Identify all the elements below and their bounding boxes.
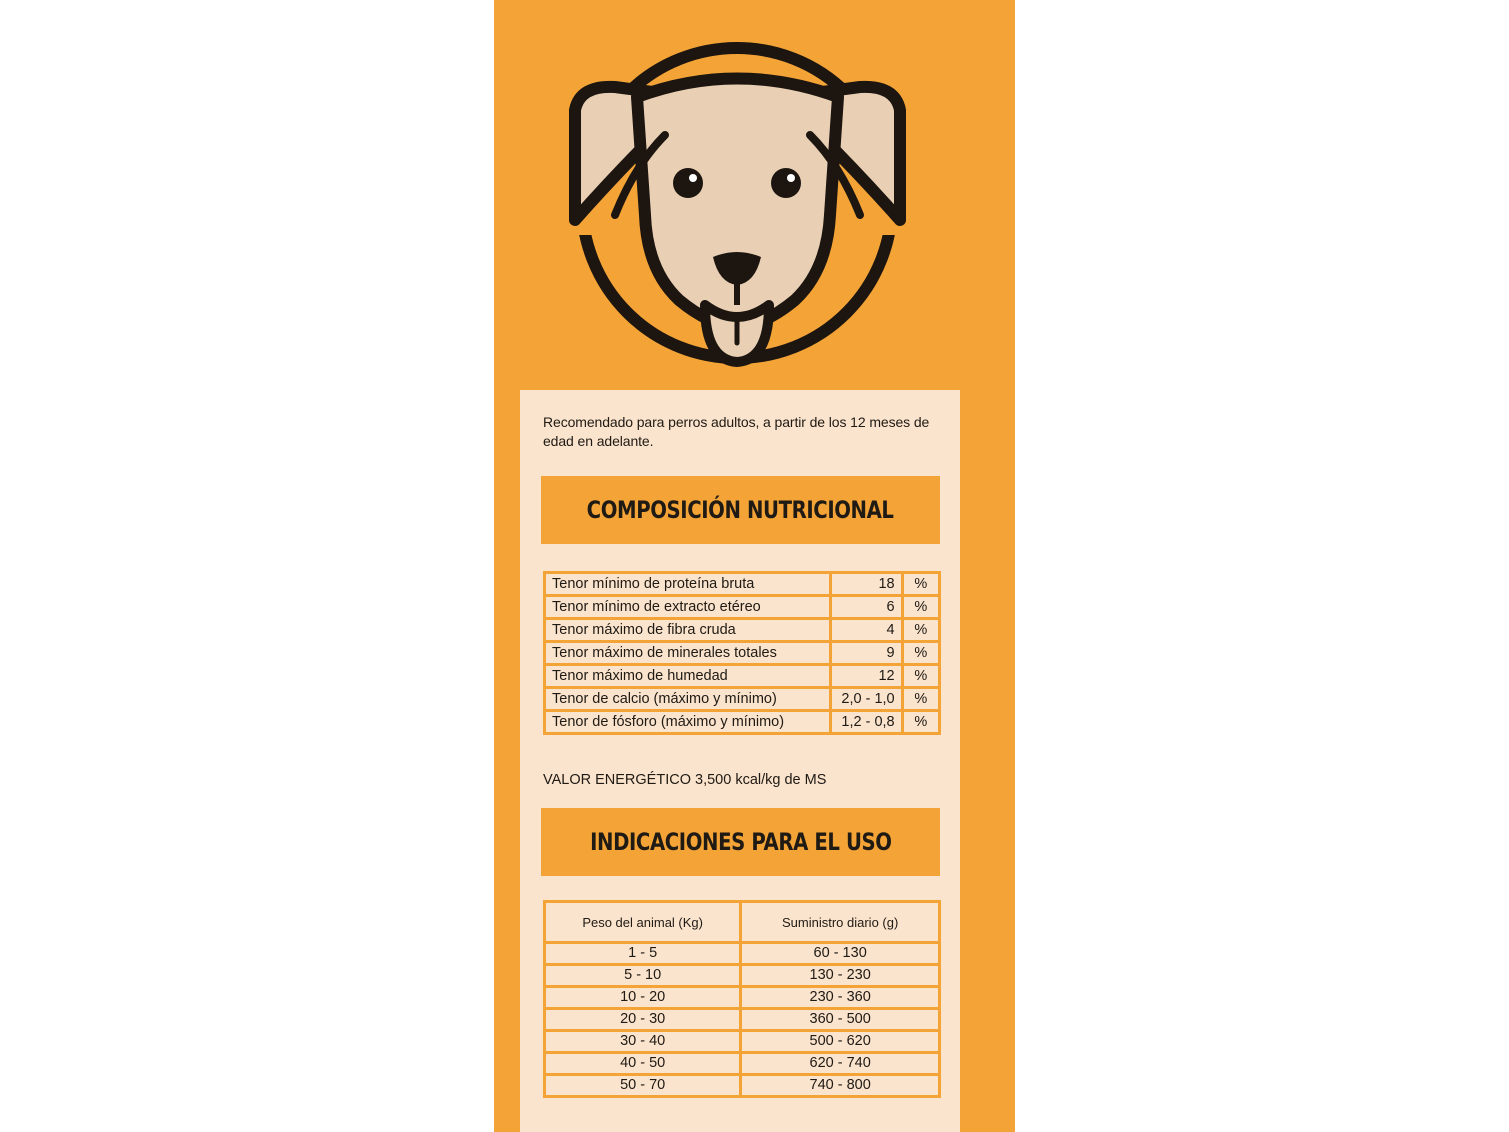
nutrient-unit: % (902, 688, 939, 711)
nutrition-title-banner (541, 476, 940, 544)
usage-header-weight: Peso del animal (Kg) (545, 902, 741, 943)
dog-head-icon (555, 25, 920, 380)
nutrient-unit: % (902, 665, 939, 688)
weight-range: 5 - 10 (545, 965, 741, 987)
weight-range: 10 - 20 (545, 987, 741, 1009)
nutrient-unit: % (902, 711, 939, 734)
table-row (545, 1009, 940, 1031)
table-row (545, 619, 940, 642)
weight-range: 20 - 30 (545, 1009, 741, 1031)
nutrient-value: 9 (830, 642, 902, 665)
daily-amount: 500 - 620 (741, 1031, 940, 1053)
table-row (545, 642, 940, 665)
table-row (545, 688, 940, 711)
table-row (545, 665, 940, 688)
nutrient-value: 12 (830, 665, 902, 688)
nutrition-title: COMPOSICIÓN NUTRICIONAL (587, 496, 894, 524)
daily-amount: 360 - 500 (741, 1009, 940, 1031)
nutrient-value: 18 (830, 573, 902, 596)
nutrient-unit: % (902, 573, 939, 596)
table-row (545, 573, 940, 596)
energy-value: VALOR ENERGÉTICO 3,500 kcal/kg de MS (543, 772, 827, 788)
nutrient-label: Tenor de fósforo (máximo y mínimo) (545, 711, 831, 734)
nutrient-value: 6 (830, 596, 902, 619)
nutrient-label: Tenor mínimo de extracto etéreo (545, 596, 831, 619)
usage-table (543, 900, 941, 1098)
nutrient-label: Tenor de calcio (máximo y mínimo) (545, 688, 831, 711)
usage-header-daily: Suministro diario (g) (741, 902, 940, 943)
weight-range: 1 - 5 (545, 943, 741, 965)
nutrient-label: Tenor máximo de humedad (545, 665, 831, 688)
table-row (545, 1053, 940, 1075)
nutrient-unit: % (902, 619, 939, 642)
table-row (545, 596, 940, 619)
table-row (545, 1075, 940, 1097)
nutrient-value: 4 (830, 619, 902, 642)
daily-amount: 620 - 740 (741, 1053, 940, 1075)
nutrient-label: Tenor mínimo de proteína bruta (545, 573, 831, 596)
usage-title-banner (541, 808, 940, 876)
nutrient-unit: % (902, 642, 939, 665)
nutrient-unit: % (902, 596, 939, 619)
nutrient-label: Tenor máximo de minerales totales (545, 642, 831, 665)
nutrition-table (543, 571, 941, 735)
nutrient-value: 2,0 - 1,0 (830, 688, 902, 711)
daily-amount: 60 - 130 (741, 943, 940, 965)
table-row (545, 987, 940, 1009)
nutrient-value: 1,2 - 0,8 (830, 711, 902, 734)
table-row (545, 1031, 940, 1053)
table-row (545, 965, 940, 987)
usage-title: INDICACIONES PARA EL USO (589, 828, 892, 856)
weight-range: 30 - 40 (545, 1031, 741, 1053)
nutrient-label: Tenor máximo de fibra cruda (545, 619, 831, 642)
daily-amount: 230 - 360 (741, 987, 940, 1009)
intro-text: Recomendado para perros adultos, a partir de los 12 meses de edad en adelante. (543, 414, 930, 449)
daily-amount: 130 - 230 (741, 965, 940, 987)
daily-amount: 740 - 800 (741, 1075, 940, 1097)
weight-range: 50 - 70 (545, 1075, 741, 1097)
weight-range: 40 - 50 (545, 1053, 741, 1075)
table-row (545, 711, 940, 734)
table-row (545, 943, 940, 965)
